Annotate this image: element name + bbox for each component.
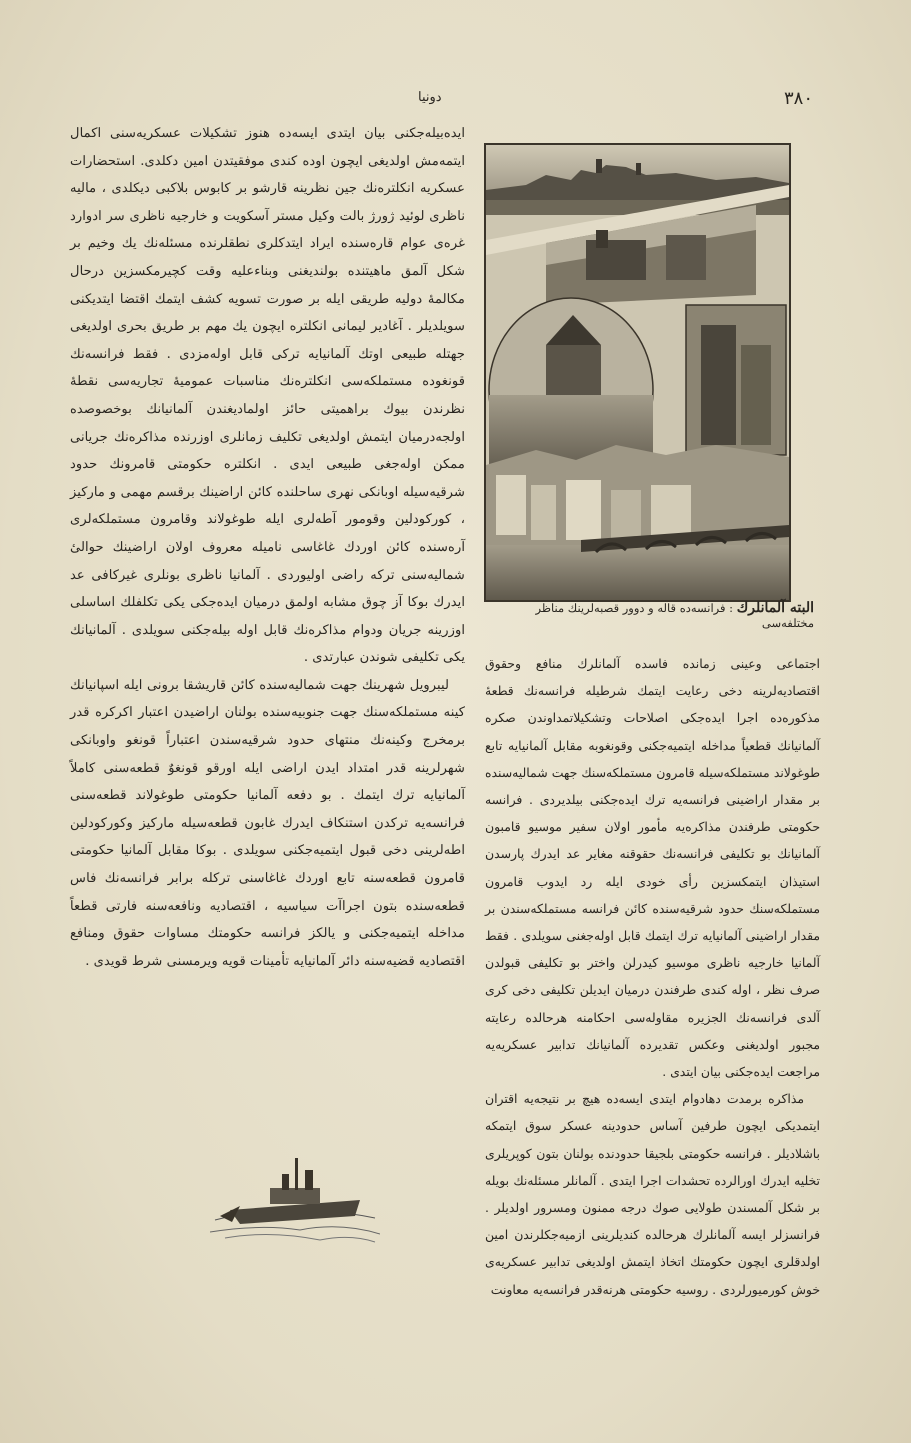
left-text-column (70, 120, 465, 975)
caption-text: فرانسه‌ده قاله و دوور قصبه‌لرینك مناظر مختلفه‌سی (535, 601, 814, 630)
photo-plate (484, 143, 791, 602)
warship-icon (210, 1150, 380, 1250)
left-paragraph-1: ایده‌بیله‌جکنی بیان ایتدی ایسه‌ده هنوز تشکیلات عسکریه‌سنی اکمال ایتمه‌مش اولدیغی ایچون اوده کندی موفقیتدن امین دکلدی. استحضارات عسکریه انکلتره‌نك جین نظرینه قارشو بر کابوس بلاکبی دیکلدی ، مالیه ناظری لوئید ژورژ بالت وکیل مستر آسکویت و خارجیه ناظری سر ادوارد غره‌ی عوام قاره‌سنده ایراد ایتدکلری نطقلرنده مسئله‌نك یك وخیم بر شکل آلمق ماهیتنده بولندیغنی وبناءعلیه وقت کچیرمکسزین درحال مکالمهٔ دولیه طریقی ایله بر صورت تسویه کشف ایتمك اقتضا ایتدیکنی سویلدیلر . آغادیر لیمانی انکلتره ایچون یك مهم بر طریق بحری اولدیغی جهتله طبیعی اوتك آلمانیایه ترکی قابل اوله‌مزدی . فقط فرانسه‌نك قونغوده مستملکه‌سی انکلتره‌نك مناسبات عمومیهٔ تجاریه‌سی نقطهٔ نظرندن بیوك براهمیتی حائز اولمادیغندن آلمانیانك بوخصوصده اولجه‌درمیان ایتمش اولدیغی تکلیف زمانلری اوزرنده مذاکره‌نك جریانی ممکن اوله‌جغی طبیعی ایدی . انکلتره حکومتی قامرونك حدود شرقیه‌سیله اوبانکی نهری ساحلنده کائن اراضینك برقسم مهمی و ماركیز ، کورکودلین وقومور آطه‌لری ایله طوغولاند وقامرون مستملکه‌لری آره‌سنده کائن اوردك غاغاسی نامیله معروف اولان اراضینك حوالیٔ شمالیه‌سنی ترکه راضی اولیوردی . آلمانیا ناظری بونلری غیرکافی عد ایدرك بوکا آز چوق مشابه اولمق درمیان ایده‌جکی یکی تکلفلك اساسلی اوزرینه جریان ودوام مذاکره‌نك قابل اوله بیله‌جکنی سویلدی . آلمانیانك یکی تکلیفی شوندن عبارتدی . (70, 126, 465, 666)
right-paragraph-2: مذاکره برمدت دهادوام ایتدی ایسه‌ده هیچ بر نتیجه‌یه اقتران ایتمدیکی ایچون طرفین آساس حدودینه عسکر سوق ایتمکه باشلادیلر . فرانسه حکومتی بلجیقا حدودنده بولنان بتون کوپریلری تخلیه ایدرك اورالرده تحشدات اجرا ایتدی . آلمانلر مسئله‌نك بویله بر شکل آلمسندن طولایی صوك درجه ممنون ومسرور اولدیلر . فرانسزلر ایسه آلمانلرك هرحالده کندیلرینی ازمیه‌جکلرندن امین اولدقلری ایچون حکومتك اتخاذ ایتمش اولدیغی تدابیر عسکریه‌ی خوش کورمیورلردی . روسیه حکومتی هرنه‌قدر فرانسه‌یه معاونت (485, 1091, 820, 1297)
right-paragraph-1: اجتماعی وعینی زمانده فاسده آلمانلرك منافع وحقوق اقتصادیه‌لرینه دخی رعایت ایتمك شرطیله فرانسه‌نك قطعهٔ مذکوره‌ده اجرا ایده‌جکی اصلاحات وتشکیلاتمداوندن صکره آلمانیانك قطعیاً مداخله ایتمیه‌جکنی وقونغوبه مقابل آلمانیایه تابع طوغولاند مستملکه‌سیله قامرون مستملکه‌سنك جهت شمالیه‌سنده بر مقدار اراضینی فرانسه‌یه ترك ایده‌جکنی بیلدیردی . فرانسه حکومتی طرفندن مذاکره‌یه مأمور اولان سفیر موسیو قامبون آلمانیانك بو تکلیفی فرانسه‌نك حقوقنه مغایر عد ایدرك پارسدن استیذان ایتمکسزین رأی خودی ایله رد ایدوب قامرون مستملکه‌سنك حدود شرقیه‌سنده کائن فرانسه مستملکه‌سندن بر مقدار اراضینی آلمانیایه ترك ایتمك قابل اوله‌جغنی سویلدی . فقط آلمانیا خارجیه ناظری موسیو کیدرلن واختر بو تکلیفی قبولدن صرف نظر ، اوله کندی طرفندن درمیان ایدیلن تکلیفی دخی کری آلدی فرانسه‌نك الجزیره مقاوله‌سی احکامنه هرحالده رعایته مجبور اولدیغنی وعکس تقدیرده آلمانیانك تدابیر عسکریه‌یه مراجعت ایده‌جکنی بیان ایتدی . (485, 656, 820, 1080)
figure-caption: البته آلمانلرك : فرانسه‌ده قاله و دوور قصبه‌لرینك مناظر مختلفه‌سی (535, 600, 814, 630)
photo-collage-image (486, 145, 789, 600)
warship-illustration (210, 1150, 380, 1250)
town-bridge-photo (486, 445, 789, 600)
left-paragraph-2: لیبرویل شهرینك جهت شمالیه‌سنده کائن قاریشقا برونی ایله اسپانیانك کینه مستملکه‌سنك جهت جنوبیه‌سنده بولنان اراضیدن اعتبار اکرکره قدر برمخرج وکینه‌نك منتهای حدود شرقیه‌سندن اعتباراً قونغو واوبانکی شهرلرینه قدر امتداد ایدن اراضی ایله اورقو قونغوٌ قطعه‌سنی کاملاً آلمانیایه ترك ایتمك . بو دفعه آلمانیا حکومتی طوغولاند قطعه‌سنی فرانسه‌یه ترکدن استنکاف ایدرك غابون قطعه‌سیله مارکیز وکورکودلین اطه‌لرینی دخی قبول ایتمیه‌جکنی سویلدی . بوکا مقابل آلمانیا حکومتی قامرون قطعه‌سنه تابع اوردك غاغاسنی ترکله برابر فرانسه‌نك فاس قطعه‌سنده بتون اجراآت سیاسیه ، اقتصادیه ونافعه‌سنه فارتی قطعاً مداخله ایتمیه‌جکنی و یالکز فرانسه حکومتك مساوات حقوق ومنافع اقتصادیه قضیه‌سنه دائر آلمانیایه تأمینات قویه ویرمسنی شرط قویدی . (70, 677, 465, 969)
tower-photo (686, 305, 786, 455)
running-head: دونیا (418, 90, 442, 105)
right-text-column (485, 650, 820, 1303)
caption-lead: البته آلمانلرك (736, 600, 814, 616)
page-number: ٣٨٠ (784, 88, 814, 109)
